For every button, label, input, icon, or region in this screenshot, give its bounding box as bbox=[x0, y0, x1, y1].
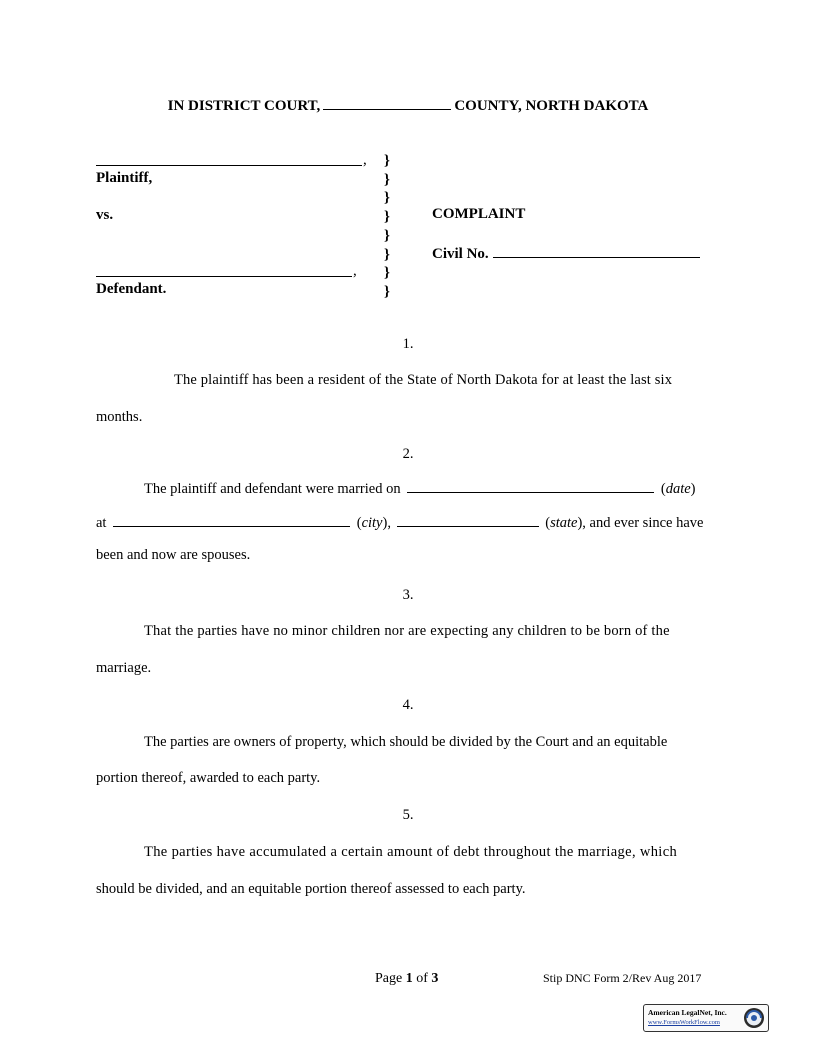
state-hint-group: (state), and ever since have bbox=[545, 515, 704, 531]
form-identifier: Stip DNC Form 2/Rev Aug 2017 bbox=[543, 971, 702, 985]
brace-3: } bbox=[384, 190, 390, 207]
marriage-state-blank[interactable] bbox=[397, 512, 539, 527]
paragraph-2-line-2 bbox=[96, 512, 720, 532]
state-hint: state bbox=[550, 515, 578, 531]
court-prefix: IN DISTRICT COURT, bbox=[167, 98, 321, 114]
brace-6: } bbox=[384, 246, 390, 263]
paragraph-3-text-1: That the parties have no minor children nor are expecting any children to be born of the bbox=[144, 623, 670, 639]
paragraph-4-line-2: portion thereof, awarded to each party. bbox=[96, 770, 321, 786]
paragraph-4-line-1 bbox=[96, 734, 720, 751]
paragraph-5-text-1: The parties have accumulated a certain amount of debt throughout the marriage, which bbox=[144, 844, 678, 860]
paragraph-2-text-2: , and ever since have bbox=[582, 515, 704, 531]
defendant-label: Defendant. bbox=[96, 281, 167, 297]
plaintiff-comma: , bbox=[363, 152, 367, 168]
date-hint-group: (date) bbox=[660, 481, 696, 497]
paragraph-4-text-1: The parties are owners of property, which should be divided by the Court and an equitable bbox=[144, 734, 668, 750]
paragraph-number-4: 4. bbox=[402, 697, 414, 713]
logo-url[interactable]: www.FormsWorkFlow.com bbox=[648, 1019, 720, 1026]
logo-company: American LegalNet, Inc. bbox=[648, 1008, 727, 1017]
paragraph-1-line-2: months. bbox=[96, 409, 143, 425]
paragraph-1-text-1: The plaintiff has been a resident of the State of North Dakota for at least the last six bbox=[174, 372, 673, 388]
plaintiff-label: Plaintiff, bbox=[96, 170, 153, 186]
civil-number-row bbox=[432, 243, 700, 263]
paragraph-3-line-1 bbox=[96, 623, 720, 640]
brace-4: } bbox=[384, 209, 390, 226]
document-title: COMPLAINT bbox=[432, 206, 526, 222]
defendant-name-blank[interactable] bbox=[96, 276, 352, 277]
vs-label: vs. bbox=[96, 207, 114, 223]
paragraph-number-3: 3. bbox=[402, 587, 414, 603]
publisher-logo[interactable] bbox=[643, 1004, 769, 1032]
county-blank[interactable] bbox=[323, 95, 451, 110]
plaintiff-name-blank[interactable] bbox=[96, 165, 362, 166]
brace-7: } bbox=[384, 265, 390, 282]
brace-8: } bbox=[384, 283, 390, 300]
paragraph-2-line-1 bbox=[96, 478, 720, 498]
court-suffix: COUNTY, NORTH DAKOTA bbox=[454, 98, 649, 114]
at-label: at bbox=[96, 515, 107, 531]
date-hint: date bbox=[665, 481, 691, 497]
brace-1: } bbox=[384, 153, 390, 169]
page-label: Page bbox=[375, 971, 403, 986]
paragraph-number-2: 2. bbox=[402, 446, 414, 462]
page-total: 3 bbox=[431, 971, 439, 986]
paragraph-5-line-2: should be divided, and an equitable portion thereof assessed to each party. bbox=[96, 881, 526, 897]
caption-brace bbox=[382, 152, 392, 302]
globe-seal-icon bbox=[743, 1007, 765, 1029]
brace-2: } bbox=[384, 171, 390, 188]
civil-no-blank[interactable] bbox=[493, 243, 700, 258]
paragraph-2-line-3: been and now are spouses. bbox=[96, 547, 251, 563]
defendant-comma: , bbox=[353, 263, 357, 279]
page-indicator bbox=[375, 971, 438, 987]
civil-no-label: Civil No. bbox=[432, 246, 489, 262]
city-hint: city bbox=[361, 515, 383, 531]
paragraph-3-line-2: marriage. bbox=[96, 660, 152, 676]
paragraph-1-line-1 bbox=[96, 372, 720, 389]
paragraph-number-5: 5. bbox=[402, 807, 414, 823]
paragraph-5-line-1 bbox=[96, 844, 720, 861]
paragraph-2-text-1: The plaintiff and defendant were married on bbox=[144, 481, 401, 497]
page-of: of bbox=[416, 971, 428, 986]
court-header bbox=[0, 95, 816, 115]
marriage-city-blank[interactable] bbox=[113, 512, 350, 527]
city-hint-group: (city), bbox=[356, 515, 391, 531]
brace-5: } bbox=[384, 227, 390, 244]
paragraph-number-1: 1. bbox=[402, 336, 414, 352]
page-current: 1 bbox=[405, 971, 413, 986]
marriage-date-blank[interactable] bbox=[407, 478, 654, 493]
